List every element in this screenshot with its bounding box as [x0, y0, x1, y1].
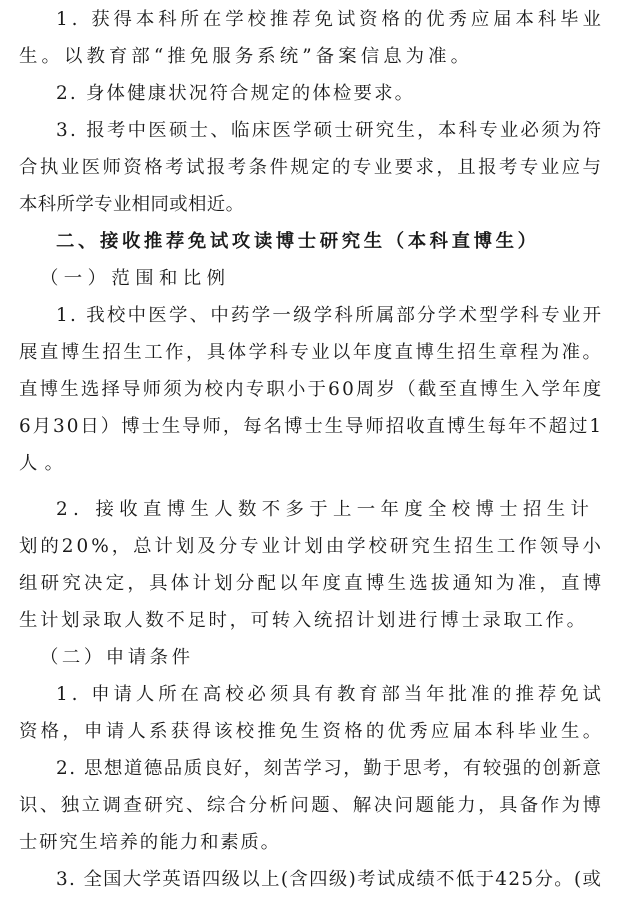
subsection-heading-text: （一）范围和比例 — [40, 268, 231, 289]
line-text: 合执业医师资格考试报考条件规定的专业要求，且报考专业应与 — [19, 157, 604, 178]
line-text: 1. 申请人所在高校必须具有教育部当年批准的推荐免试 — [56, 684, 605, 705]
line-text: 6月30日）博士生导师，每名博士生导师招收直博生每年不超过1 — [19, 416, 604, 437]
text-line — [0, 490, 621, 530]
text-line — [0, 860, 621, 900]
line-text: 1. 我校中医学、中药学一级学科所属部分学术型学科专业开 — [56, 305, 604, 326]
text-line — [0, 564, 621, 604]
line-text: 识、独立调查研究、综合分析问题、解决问题能力，具备作为博 — [19, 795, 604, 816]
text-line — [0, 0, 621, 40]
text-line — [0, 148, 621, 188]
line-text: 组研究决定，具体计划分配以年度直博生选拔通知为准，直博 — [19, 573, 605, 594]
line-text: 1. 获得本科所在学校推荐免试资格的优秀应届本科毕业 — [56, 9, 605, 30]
text-line — [0, 296, 621, 336]
line-text: 生计划录取人数不足时，可转入统招计划进行博士录取工作。 — [19, 610, 588, 631]
text-line — [0, 333, 621, 373]
text-line — [0, 74, 621, 114]
subsection-heading — [0, 638, 621, 678]
line-text: 本科所学专业相同或相近。 — [19, 194, 245, 215]
line-text: 展直博生招生工作，具体学科专业以年度直博生招生章程为准。 — [19, 342, 604, 363]
text-line — [0, 786, 621, 826]
text-line — [0, 823, 621, 863]
text-line — [0, 527, 621, 567]
line-text: 士研究生培养的能力和素质。 — [19, 832, 281, 853]
line-text: 直博生选择导师须为校内专职小于60周岁（截至直博生入学年度 — [19, 379, 604, 400]
text-line — [0, 111, 621, 151]
text-line — [0, 37, 621, 77]
section-heading — [0, 222, 621, 262]
text-line — [0, 185, 621, 225]
line-text: 划的20%，总计划及分专业计划由学校研究生招生工作领导小 — [19, 536, 604, 557]
text-line — [0, 675, 621, 715]
line-text: 人。 — [19, 453, 71, 474]
text-line — [0, 407, 621, 447]
line-text: 资格，申请人系获得该校推免生资格的优秀应届本科毕业生。 — [19, 721, 605, 742]
line-text: 2. 身体健康状况符合规定的体检要求。 — [56, 83, 416, 104]
subsection-heading — [0, 259, 621, 299]
text-line — [0, 712, 621, 752]
line-text: 2. 思想道德品质良好，刻苦学习，勤于思考，有较强的创新意 — [56, 758, 603, 779]
text-line — [0, 444, 621, 484]
subsection-heading-text: （二）申请条件 — [40, 647, 194, 668]
line-text: 生。以教育部“推免服务系统”备案信息为准。 — [19, 46, 474, 67]
line-text: 3. 报考中医硕士、临床医学硕士研究生，本科专业必须为符 — [56, 120, 604, 141]
line-text: 2. 接收直博生人数不多于上一年度全校博士招生计 — [56, 499, 595, 520]
text-line — [0, 370, 621, 410]
text-line — [0, 749, 621, 789]
line-text: 3. 全国大学英语四级以上(含四级)考试成绩不低于425分。(或 — [56, 869, 603, 890]
section-heading-text: 二、接收推荐免试攻读博士研究生（本科直博生） — [56, 231, 540, 252]
text-line — [0, 601, 621, 641]
